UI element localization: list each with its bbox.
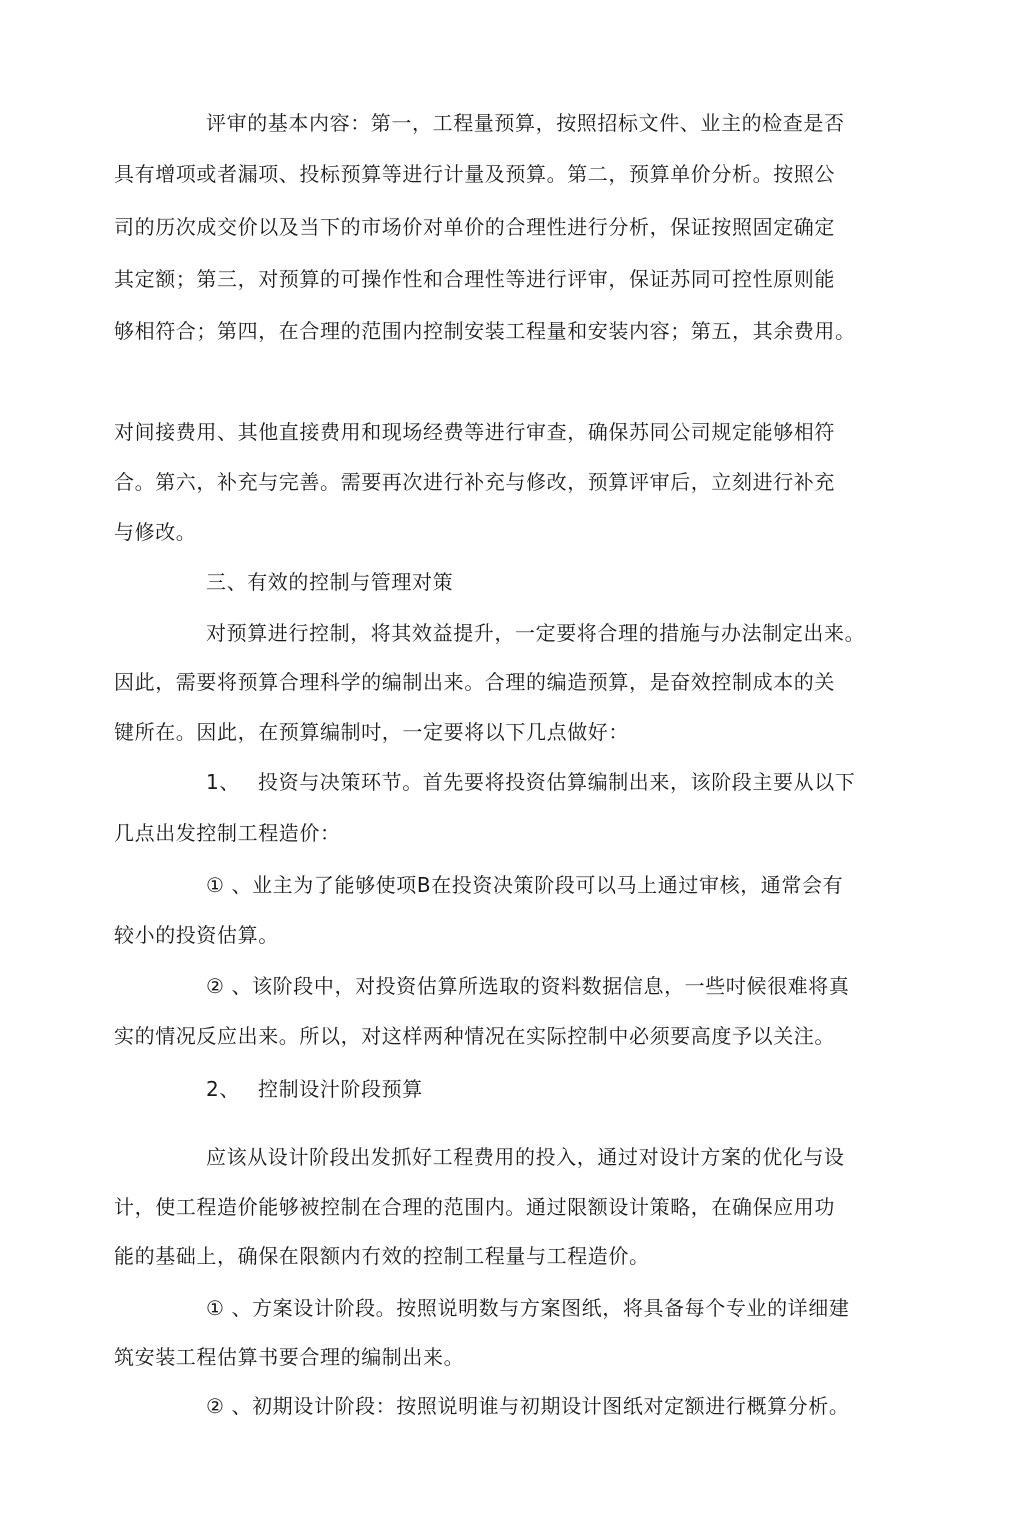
paragraph-line: ① 、业主为了能够使项B在投资决策阶段可以马上通过审核，通常会有 xyxy=(206,873,844,897)
numbered-item xyxy=(206,1075,423,1103)
item-number: 1、 xyxy=(206,770,240,794)
paragraph-line: 能的基础上，确保在限额内冇效的控制工程量与工程造价。 xyxy=(114,1244,650,1268)
paragraph-line: ① 、方案设计阶段。按照说明数与方案图纸，将具备每个专业的详细建 xyxy=(206,1296,850,1320)
paragraph-line: 具有增项或者漏项、投标预算等进行计量及预算。第二，预算单价分析。按照公 xyxy=(114,162,835,186)
paragraph-line: 其定额；第三，对预算的可操作性和合理性等进行评审，保证苏同可控性原则能 xyxy=(114,267,835,291)
numbered-item xyxy=(206,768,855,796)
paragraph-line: 因此，需要将预算合理科学的编制出来。合理的编造预算，是奋效控制成本的关 xyxy=(114,670,835,694)
item-text: 投资与决策环节。首先要将投资估算编制出来，该阶段主要从以下 xyxy=(258,770,856,794)
paragraph-line: 够相符合；第四，在合理的范围内控制安装工程量和安装内容；第五，其余费用。 xyxy=(114,319,856,343)
paragraph-line: 几点出发控制工程造价： xyxy=(114,821,341,845)
paragraph-line: 与修改。 xyxy=(114,520,197,544)
paragraph-line: 实的情况反应出来。所以，对这样两种情况在实际控制中必须要高度予以关注。 xyxy=(114,1024,835,1048)
paragraph-line: 对预算进行控制，将其效益提升，一定要将合理的措施与办法制定出来。 xyxy=(206,621,866,645)
paragraph-line: 评审的基本内容：第一，工程量预算，按照招标文件、业主的检查是否 xyxy=(206,111,845,135)
paragraph-line: ② 、该阶段中，对投资估算所选取的资料数据信息，一些吋候很难将真 xyxy=(206,974,850,998)
paragraph-line: ② 、初期设计阶段：按照说明谁与初期设计图纸对定额进行概算分析。 xyxy=(206,1394,850,1418)
paragraph-line: 对间接费用、其他直接费用和现场经费等进行审查，确保苏同公司规定能够相符 xyxy=(114,420,835,444)
paragraph-line: 司的历次成交价以及当下的市场价对单价的合理性进行分析，保证按照固定确定 xyxy=(114,215,835,239)
paragraph-line: 应该从设计阶段出发抓好工程费用的投入，通过对设计方案的优化与设 xyxy=(206,1145,845,1169)
paragraph-line: 键所在。因此，在预算编制吋，一定要将以下几点做好： xyxy=(114,720,629,744)
item-text: 控制设汁阶段预算 xyxy=(258,1077,423,1101)
paragraph-line: 筑安装工程估算书要合理的编制出来。 xyxy=(114,1345,465,1369)
paragraph-line: 合。第六，补充与完善。需要再次进行补充与修改，预算评审后，立刻进行补充 xyxy=(114,470,835,494)
item-number: 2、 xyxy=(206,1077,240,1101)
paragraph-line: 计，使工程造价能够被控制在合理的范围内。通过限额设计策略，在确保应用功 xyxy=(114,1195,835,1219)
section-heading: 三、有效的控制与管理对策 xyxy=(206,570,454,594)
paragraph-line: 较小的投资估算。 xyxy=(114,923,279,947)
